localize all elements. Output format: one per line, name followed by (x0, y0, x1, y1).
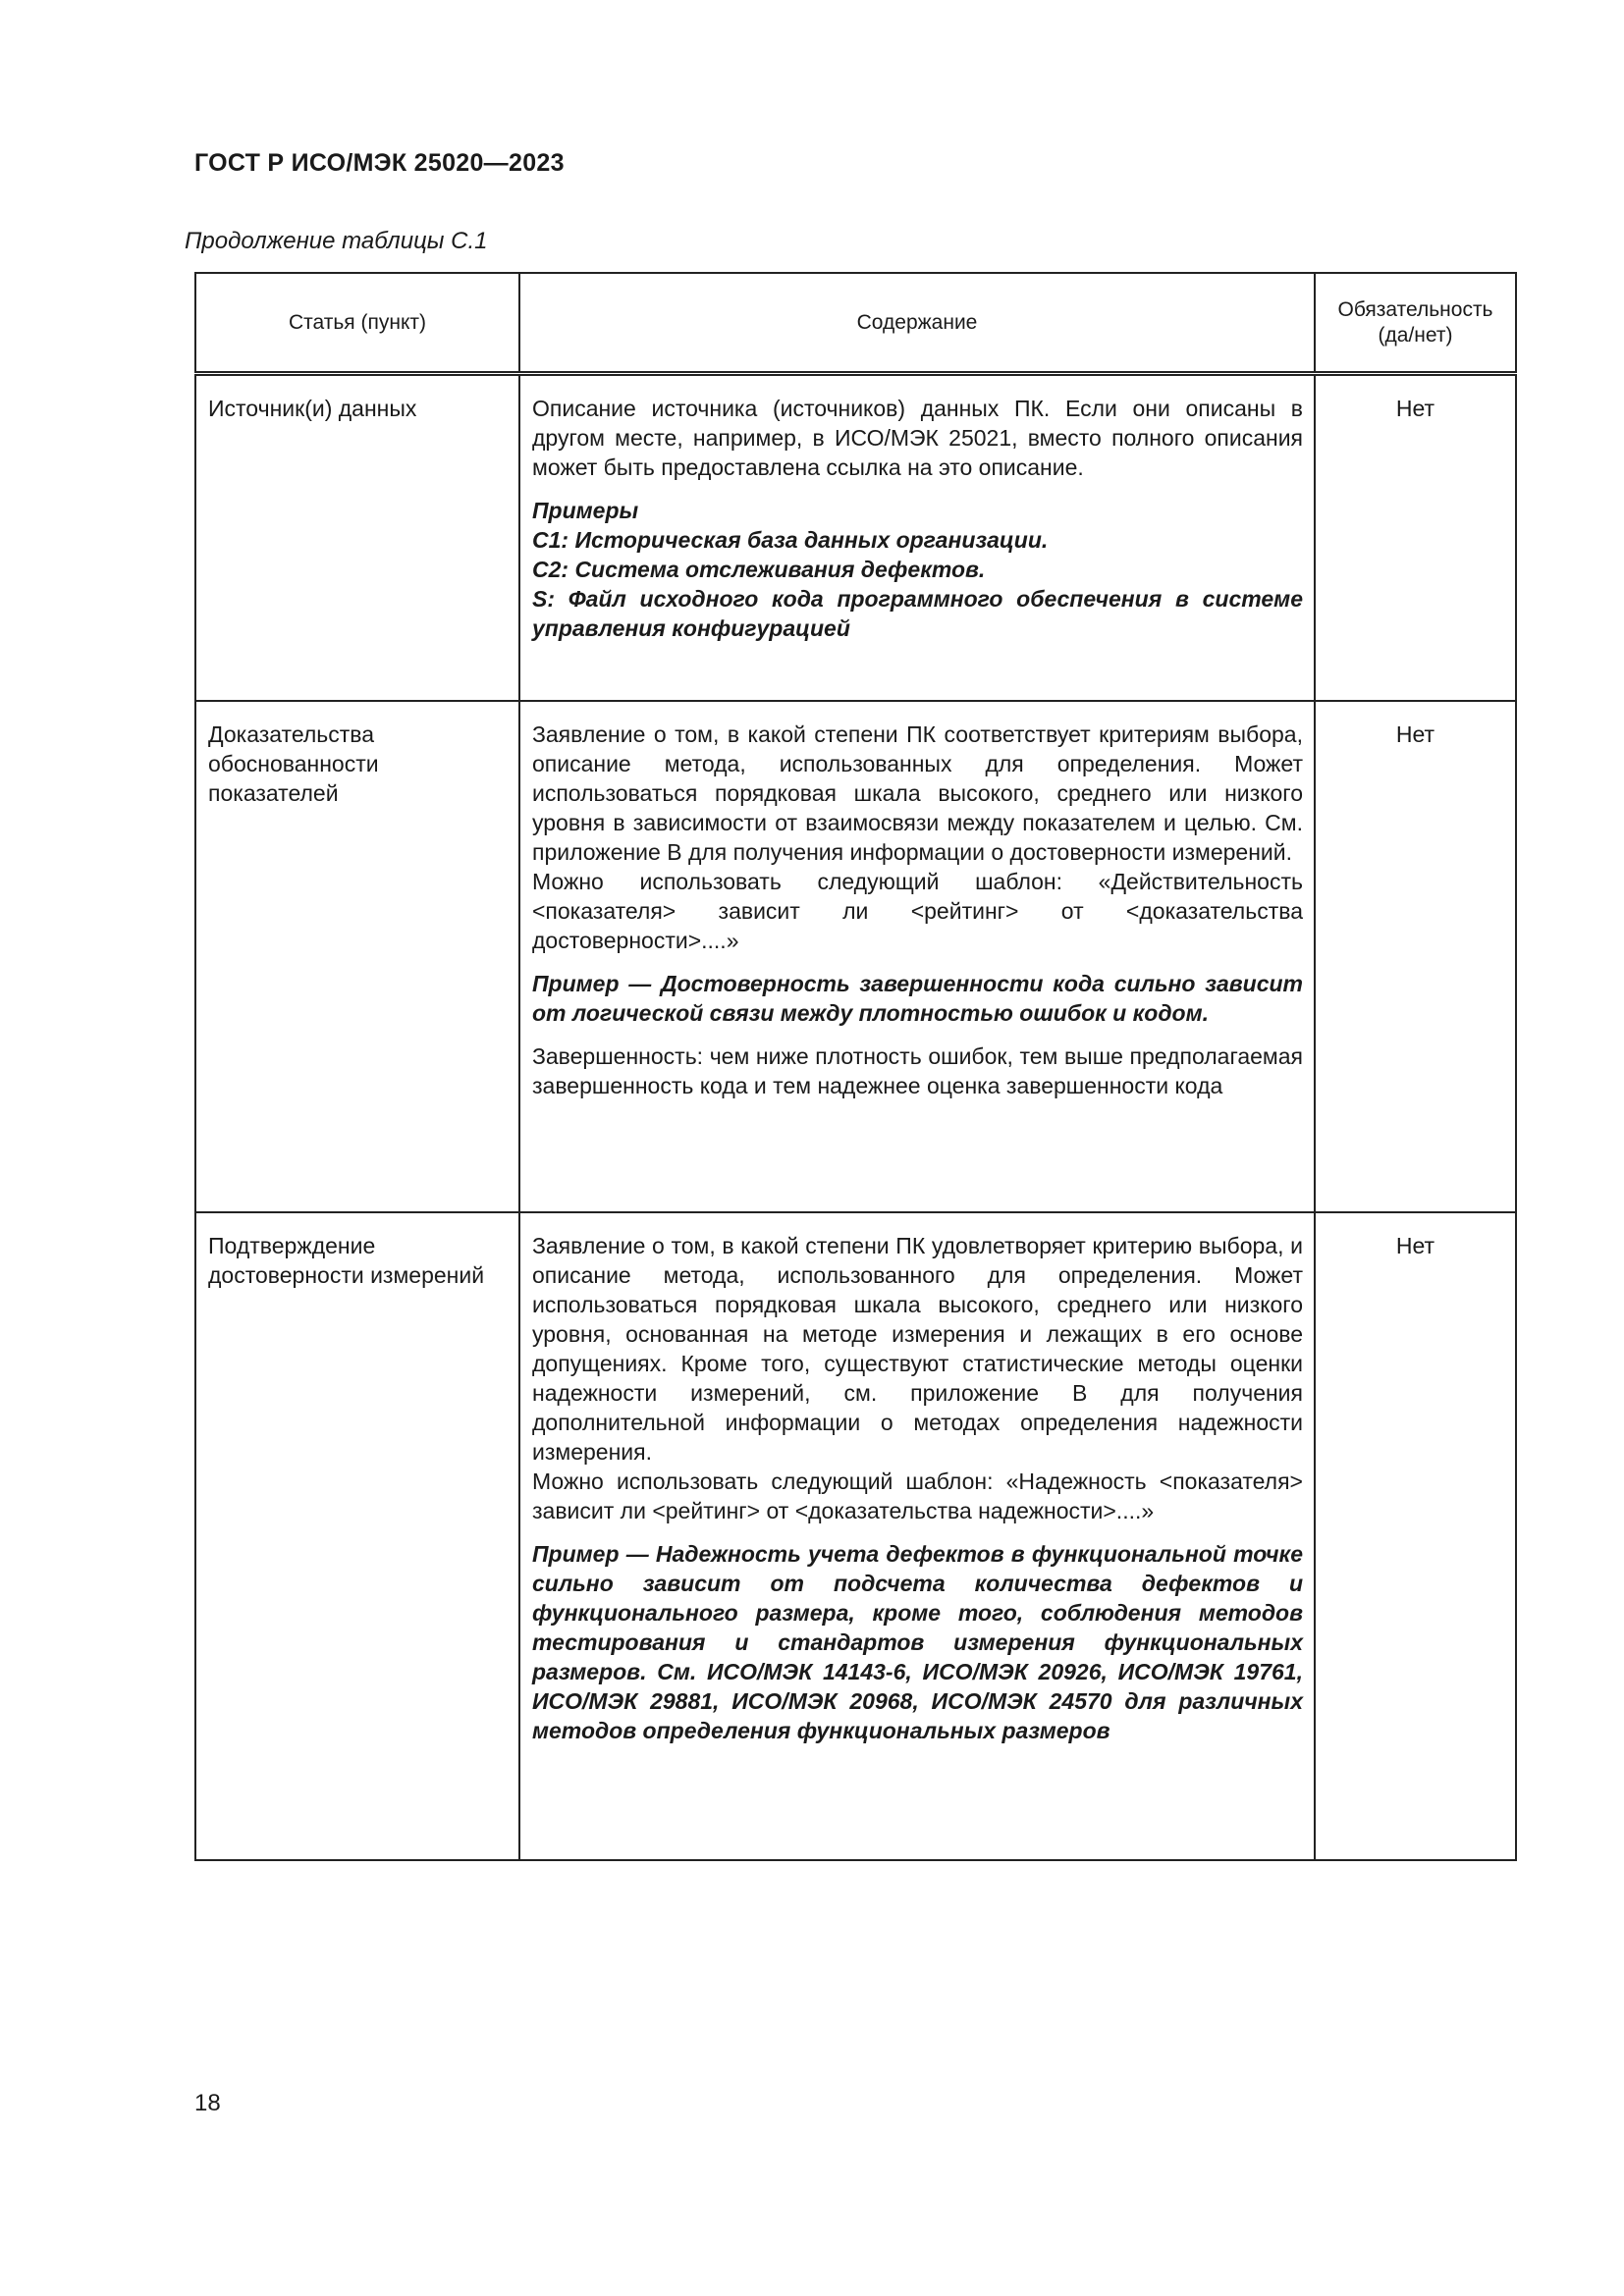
page-number: 18 (194, 2090, 221, 2116)
content-text: Описание источника (источников) данных ПК. Если они описаны в другом месте, например, в ИСО/МЭК 25021, вместо полного описания может быть предоставлена ссылка на это описание. (532, 396, 1303, 480)
example-item: S: Файл исходного кода программного обеспечения в системе управления конфигурацией (532, 586, 1303, 641)
template-text: Можно использовать следующий шаблон: «Надежность <показателя> зависит ли <рейтинг> от <доказательства надежности>....» (532, 1468, 1303, 1523)
article-cell: Доказательства обоснованности показателей (195, 701, 519, 1212)
header-mandatory: Обязательность (да/нет) (1315, 273, 1516, 374)
example-text: Пример — Достоверность завершенности кода сильно зависит от логической связи между плотностью ошибок и кодом. (532, 970, 1303, 1026)
template-text: Можно использовать следующий шаблон: «Действительность <показателя> зависит ли <рейтинг> от <доказательства достоверности>....» (532, 868, 1303, 953)
example-item: С1: Историческая база данных организации. (532, 527, 1049, 553)
note-text: Завершенность: чем ниже плотность ошибок, тем выше предполагаемая завершенность кода и тем надежнее оценка завершенности кода (532, 1042, 1303, 1098)
document-code: ГОСТ Р ИСО/МЭК 25020—2023 (194, 149, 565, 177)
table-row (195, 374, 1516, 701)
article-cell: Источник(и) данных (195, 374, 519, 701)
article-cell: Подтверждение достоверности измерений (195, 1212, 519, 1860)
content-text: Заявление о том, в какой степени ПК соответствует критериям выбора, описание метода, использованных для определения. Может использоваться порядковая шкала высокого, среднего или низкого уровня в зависимости от взаимосвязи между показателем и целью. См. приложение В для получения информации о достоверности измерений. (532, 721, 1303, 865)
mandatory-cell: Нет (1315, 1212, 1516, 1860)
table-row (195, 701, 1516, 1212)
mandatory-cell: Нет (1315, 701, 1516, 1212)
table-row (195, 1212, 1516, 1860)
mandatory-cell: Нет (1315, 374, 1516, 701)
header-content: Содержание (519, 273, 1315, 374)
content-text: Заявление о том, в какой степени ПК удовлетворяет критерию выбора, и описание метода, использованного для определения. Может использоваться порядковая шкала высокого, среднего или низкого уровня, основанная на методе измерения и лежащих в его основе допущениях. Кроме того, существуют статистические методы оценки надежности измерений, см. приложение В для получения дополнительной информации о методах определения надежности измерения. (532, 1232, 1303, 1465)
example-text: Пример — Надежность учета дефектов в функциональной точке сильно зависит от подсчета количества дефектов и функционального размера, кроме того, соблюдения методов тестирования и стандартов измерения функциональных размеров. См. ИСО/МЭК 14143-6, ИСО/МЭК 20926, ИСО/МЭК 19761, ИСО/МЭК 29881, ИСО/МЭК 20968, ИСО/МЭК 24570 для различных методов определения функциональных размеров (532, 1540, 1303, 1743)
content-cell (519, 374, 1315, 701)
table-header-row (195, 273, 1516, 374)
requirements-table (194, 272, 1517, 1861)
example-item: С2: Система отслеживания дефектов. (532, 557, 986, 582)
table-caption: Продолжение таблицы С.1 (185, 228, 488, 254)
examples-title: Примеры (532, 498, 639, 523)
content-cell (519, 701, 1315, 1212)
header-article: Статья (пункт) (195, 273, 519, 374)
content-cell (519, 1212, 1315, 1860)
